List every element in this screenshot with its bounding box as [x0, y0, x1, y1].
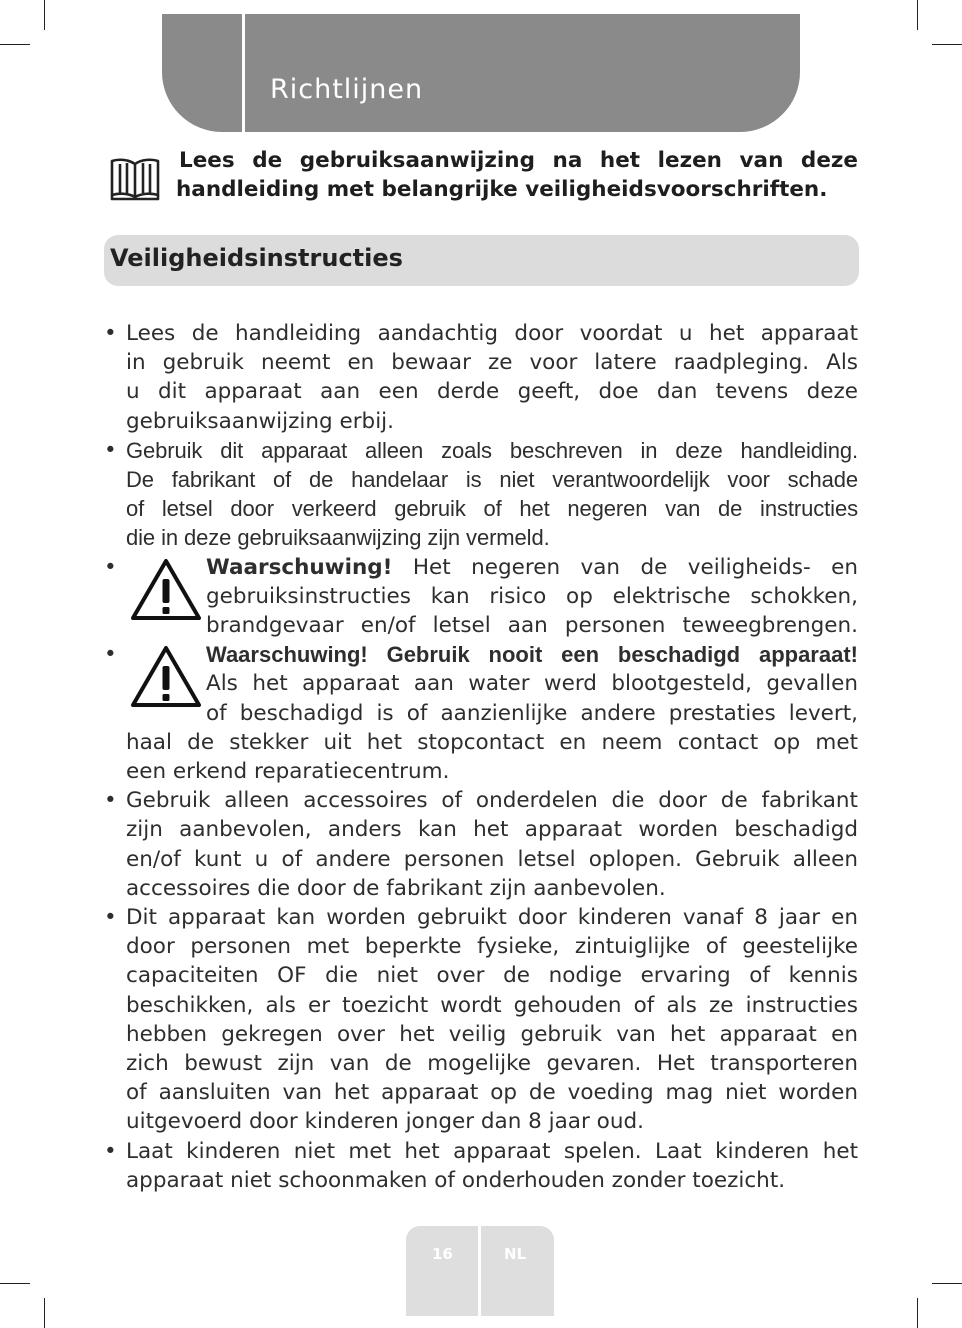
item-line: beschikken, als er toezicht wordt gehouden of als ze instructies — [126, 992, 858, 1018]
intro-text — [176, 146, 858, 204]
crop-mark — [932, 44, 962, 45]
item-line — [206, 553, 858, 582]
list-item-warning — [104, 553, 858, 641]
page-title: Richtlijnen — [270, 74, 424, 105]
crop-mark — [0, 44, 30, 45]
crop-mark — [44, 1298, 45, 1328]
book-icon — [108, 155, 162, 201]
item-line: Gebruik dit apparaat alleen zoals beschreven in deze handleiding. — [126, 437, 858, 463]
bullet: • — [104, 1138, 117, 1164]
item-line: uitgevoerd door kinderen jonger dan 8 jaar oud. — [126, 1109, 644, 1135]
list-item-warning — [104, 640, 858, 786]
header-divider — [242, 14, 245, 132]
list-item — [104, 319, 858, 436]
item-line: of aansluiten van het apparaat op de voeding mag niet worden — [126, 1080, 858, 1106]
item-line: die in deze gebruiksaanwijzing zijn vermeld. — [126, 525, 550, 551]
item-line: accessoires die door de fabrikant zijn aanbevolen. — [126, 875, 666, 901]
section-title: Veiligheidsinstructies — [110, 244, 403, 272]
item-line: gebruiksinstructies kan risico op elektrische schokken, — [206, 583, 858, 609]
item-line: capaciteiten OF die niet over de nodige ervaring of kennis — [126, 963, 858, 989]
list-item — [104, 903, 858, 1137]
item-line: Lees de handleiding aandachtig door voordat u het apparaat — [126, 321, 858, 346]
bullet: • — [104, 321, 117, 346]
crop-mark — [0, 1283, 30, 1284]
item-line: zijn aanbevolen, anders kan het apparaat worden beschadigd — [126, 817, 858, 843]
item-line: of letsel door verkeerd gebruik of het negeren van de instructies — [126, 496, 858, 522]
item-line: door personen met beperkte fysieke, zintuiglijke of geestelijke — [126, 934, 858, 960]
item-line: apparaat niet schoonmaken of onderhouden zonder toezicht. — [126, 1167, 786, 1193]
crop-mark — [932, 1283, 962, 1284]
bullet: • — [104, 642, 117, 668]
safety-list — [104, 319, 858, 1195]
list-item — [104, 786, 858, 903]
item-line: u dit apparaat aan een derde geeft, doe dan tevens deze — [126, 379, 858, 405]
intro-line: Lees de gebruiksaanwijzing na het lezen van deze — [179, 148, 858, 173]
item-line: gebruiksaanwijzing erbij. — [126, 408, 394, 434]
item-line: een erkend reparatiecentrum. — [126, 759, 450, 785]
item-line: brandgevaar en/of letsel aan personen teweegbrengen. — [206, 613, 858, 639]
item-text: Het negeren van de veiligheids- en — [392, 554, 858, 580]
crop-mark — [44, 0, 45, 30]
crop-mark — [917, 0, 918, 30]
list-item — [104, 1137, 858, 1195]
warning-icon — [130, 644, 202, 710]
warning-icon — [130, 557, 202, 623]
bullet: • — [104, 437, 117, 463]
item-line: Als het apparaat aan water werd blootgesteld, gevallen — [206, 671, 858, 697]
list-item — [104, 436, 858, 553]
item-line: en/of kunt u of andere personen letsel oplopen. Gebruik alleen — [126, 846, 858, 872]
item-line: of beschadigd is of aanzienlijke andere prestaties levert, — [206, 700, 858, 726]
bullet: • — [104, 905, 117, 931]
bullet: • — [104, 554, 117, 580]
footer-divider — [478, 1226, 481, 1316]
warning-label: Waarschuwing! Gebruik nooit een beschadigd apparaat! — [206, 642, 858, 668]
item-line: De fabrikant of de handelaar is niet verantwoordelijk voor schade — [126, 467, 858, 493]
intro-line: handleiding met belangrijke veiligheidsvoorschriften. — [176, 177, 828, 202]
bullet: • — [104, 788, 117, 814]
crop-mark — [917, 1298, 918, 1328]
item-line: Laat kinderen niet met het apparaat spelen. Laat kinderen het — [126, 1138, 858, 1164]
page-number: 16 — [432, 1245, 453, 1263]
warning-label: Waarschuwing! — [206, 554, 393, 580]
item-line: haal de stekker uit het stopcontact en neem contact op met — [126, 729, 858, 755]
item-line: Gebruik alleen accessoires of onderdelen die door de fabrikant — [126, 788, 858, 814]
header-tab — [162, 14, 800, 132]
item-line: zich bewust zijn van de mogelijke gevaren. Het transporteren — [126, 1051, 858, 1077]
item-line: hebben gekregen over het veilig gebruik van het apparaat en — [126, 1021, 858, 1047]
item-line: in gebruik neemt en bewaar ze voor latere raadpleging. Als — [126, 350, 858, 376]
item-line: Dit apparaat kan worden gebruikt door kinderen vanaf 8 jaar en — [126, 905, 858, 931]
language-code: NL — [504, 1245, 527, 1263]
